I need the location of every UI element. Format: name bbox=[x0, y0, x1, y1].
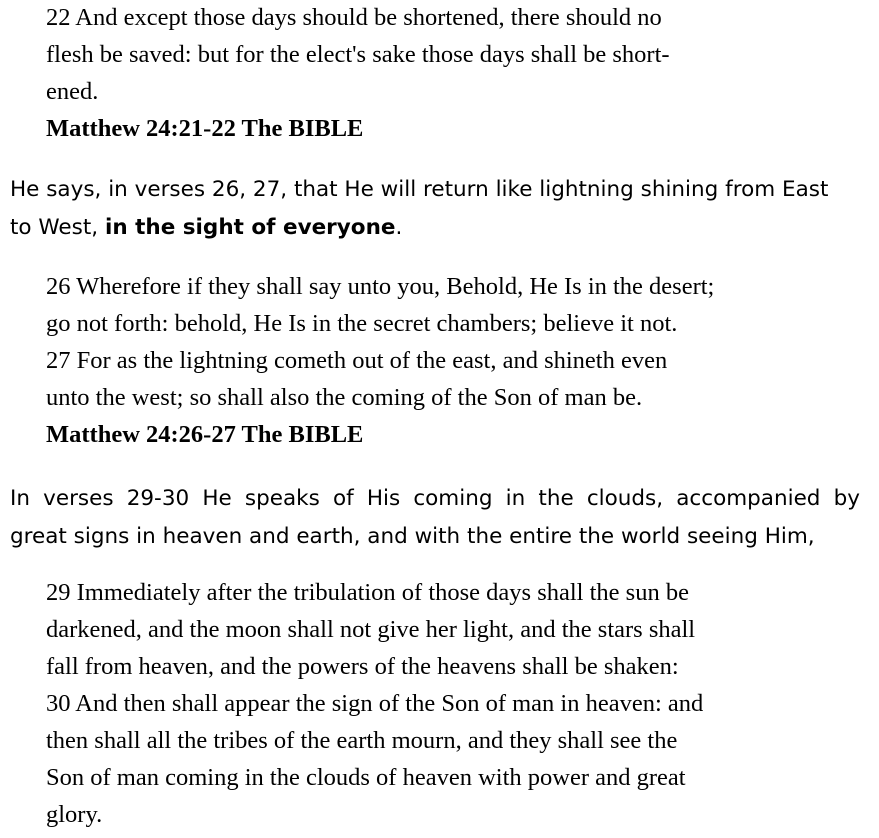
commentary-paragraph-verses-29-30 bbox=[10, 480, 860, 556]
quote-line: flesh be saved: but for the elect's sake those days shall be short- bbox=[46, 41, 670, 68]
paragraph-line: He says, in verses 26, 27, that He will return like lightning shining from East bbox=[10, 177, 829, 202]
quote-line: unto the west; so shall also the coming of the Son of man be. bbox=[46, 384, 643, 411]
paragraph-line: In verses 29-30 He speaks of His coming in the clouds, accompanied by bbox=[10, 486, 860, 511]
quote-line: darkened, and the moon shall not give her light, and the stars shall bbox=[46, 616, 696, 643]
paragraph-text: to West, bbox=[10, 215, 105, 240]
scripture-quote-matthew-24-26-27 bbox=[46, 268, 714, 453]
quote-citation: Matthew 24:21-22 The BIBLE bbox=[46, 115, 364, 142]
quote-line: 22 And except those days should be shortened, there should no bbox=[46, 4, 662, 31]
quote-line: 27 For as the lightning cometh out of the east, and shineth even bbox=[46, 347, 668, 374]
quote-line: ened. bbox=[46, 78, 99, 105]
quote-citation: Matthew 24:26-27 The BIBLE bbox=[46, 421, 364, 448]
paragraph-line: great signs in heaven and earth, and with the entire the world seeing Him, bbox=[10, 524, 815, 549]
quote-line: fall from heaven, and the powers of the heavens shall be shaken: bbox=[46, 653, 679, 680]
scripture-quote-matthew-24-21-22 bbox=[46, 0, 670, 147]
paragraph-text: . bbox=[395, 215, 403, 240]
paragraph-line bbox=[10, 209, 860, 247]
quote-line: then shall all the tribes of the earth mourn, and they shall see the bbox=[46, 727, 678, 754]
quote-line: Son of man coming in the clouds of heaven with power and great bbox=[46, 764, 686, 791]
commentary-paragraph-verses-26-27 bbox=[10, 171, 860, 247]
scripture-quote-matthew-24-29-30 bbox=[46, 574, 703, 833]
quote-line: go not forth: behold, He Is in the secret chambers; believe it not. bbox=[46, 310, 678, 337]
quote-line: glory. bbox=[46, 801, 103, 828]
quote-line: 26 Wherefore if they shall say unto you, Behold, He Is in the desert; bbox=[46, 273, 715, 300]
emphasis-text: in the sight of everyone bbox=[104, 215, 396, 240]
quote-line: 29 Immediately after the tribulation of those days shall the sun be bbox=[46, 579, 689, 606]
quote-line: 30 And then shall appear the sign of the Son of man in heaven: and bbox=[46, 690, 704, 717]
